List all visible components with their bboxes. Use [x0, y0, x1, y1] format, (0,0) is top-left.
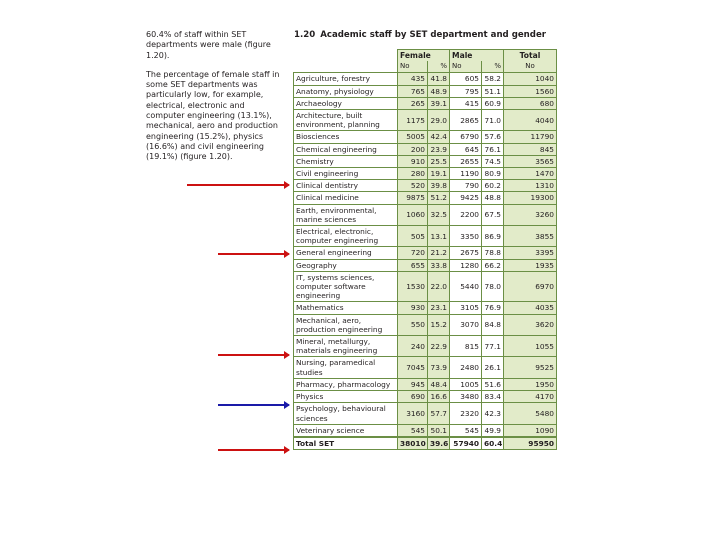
cell-f-pct: 50.1: [428, 424, 450, 437]
arrow-mechanical-engineering: [218, 354, 289, 356]
table-row: [294, 155, 557, 167]
cell-m-no: 9425: [450, 192, 482, 204]
table-row: [294, 97, 557, 109]
cell-total: 1935: [504, 259, 557, 271]
header-male: Male: [450, 50, 504, 62]
cell-m-no: 3070: [450, 314, 482, 335]
cell-name: Agriculture, forestry: [294, 73, 398, 85]
cell-m-pct: 48.8: [482, 192, 504, 204]
cell-m-pct: 76.9: [482, 302, 504, 314]
cell-total: 3395: [504, 247, 557, 259]
cell-f-pct: 39.1: [428, 97, 450, 109]
header-total: Total: [504, 50, 557, 62]
cell-name: Physics: [294, 391, 398, 403]
cell-f-pct: 73.9: [428, 357, 450, 378]
table-row: [294, 131, 557, 143]
cell-m-no: 2320: [450, 403, 482, 424]
cell-total: 19300: [504, 192, 557, 204]
cell-m-no: 2675: [450, 247, 482, 259]
cell-f-no: 9875: [398, 192, 428, 204]
subheader-total-no: No: [504, 61, 557, 73]
cell-f-pct: 13.1: [428, 226, 450, 247]
cell-f-no: 545: [398, 424, 428, 437]
cell-f-no: 945: [398, 378, 428, 390]
cell-name: Mineral, metallurgy, materials engineering: [294, 336, 398, 357]
cell-name: Electrical, electronic, computer engineering: [294, 226, 398, 247]
cell-name: IT, systems sciences, computer software engineering: [294, 271, 398, 302]
cell-f-no: 1530: [398, 271, 428, 302]
cell-f-no: 910: [398, 155, 428, 167]
cell-f-pct: 19.1: [428, 168, 450, 180]
cell-m-pct: 58.2: [482, 73, 504, 85]
cell-total: 3620: [504, 314, 557, 335]
cell-name: Anatomy, physiology: [294, 85, 398, 97]
cell-m-pct: 84.8: [482, 314, 504, 335]
total-row: [294, 437, 557, 450]
cell-m-no: 3480: [450, 391, 482, 403]
cell-name: Archaeology: [294, 97, 398, 109]
table-row: [294, 226, 557, 247]
cell-name: Mathematics: [294, 302, 398, 314]
table-row: [294, 73, 557, 85]
cell-m-no: 1005: [450, 378, 482, 390]
total-cell-f-pct: 39.6: [428, 437, 450, 450]
cell-f-pct: 29.0: [428, 110, 450, 131]
table-row: [294, 403, 557, 424]
cell-name: Architecture, built environment, planning: [294, 110, 398, 131]
cell-name: Geography: [294, 259, 398, 271]
total-cell-m-pct: 60.4: [482, 437, 504, 450]
arrow-physics: [218, 449, 289, 451]
cell-m-pct: 78.0: [482, 271, 504, 302]
cell-name: Biosciences: [294, 131, 398, 143]
cell-m-no: 545: [450, 424, 482, 437]
cell-m-pct: 67.5: [482, 204, 504, 225]
cell-name: Chemical engineering: [294, 143, 398, 155]
header-blank: [294, 50, 398, 62]
cell-m-no: 3105: [450, 302, 482, 314]
cell-m-pct: 49.9: [482, 424, 504, 437]
table-row: [294, 378, 557, 390]
cell-f-pct: 51.2: [428, 192, 450, 204]
arrow-civil-engineering: [187, 184, 289, 186]
subheader-male-no: No: [450, 61, 482, 73]
total-cell-m-no: 57940: [450, 437, 482, 450]
table-row: [294, 110, 557, 131]
cell-f-no: 930: [398, 302, 428, 314]
subheader-blank: [294, 61, 398, 73]
cell-f-pct: 22.0: [428, 271, 450, 302]
cell-f-no: 200: [398, 143, 428, 155]
cell-m-pct: 71.0: [482, 110, 504, 131]
table-row: [294, 391, 557, 403]
side-paragraph-1: 60.4% of staff within SET departments were male (figure 1.20).: [146, 30, 271, 60]
cell-f-no: 1175: [398, 110, 428, 131]
subheader-female-no: No: [398, 61, 428, 73]
cell-f-pct: 23.9: [428, 143, 450, 155]
cell-name: Psychology, behavioural sciences: [294, 403, 398, 424]
cell-total: 5480: [504, 403, 557, 424]
header-female: Female: [398, 50, 450, 62]
cell-m-no: 605: [450, 73, 482, 85]
cell-m-no: 2655: [450, 155, 482, 167]
cell-m-pct: 74.5: [482, 155, 504, 167]
cell-f-pct: 23.1: [428, 302, 450, 314]
cell-m-no: 790: [450, 180, 482, 192]
table-row: [294, 204, 557, 225]
cell-m-pct: 78.8: [482, 247, 504, 259]
cell-f-no: 655: [398, 259, 428, 271]
cell-m-pct: 51.6: [482, 378, 504, 390]
cell-f-pct: 48.9: [428, 85, 450, 97]
cell-f-no: 240: [398, 336, 428, 357]
cell-m-pct: 76.1: [482, 143, 504, 155]
cell-m-pct: 77.1: [482, 336, 504, 357]
cell-f-no: 1060: [398, 204, 428, 225]
cell-m-pct: 80.9: [482, 168, 504, 180]
table-row: [294, 424, 557, 437]
cell-total: 1560: [504, 85, 557, 97]
table-number: 1.20: [294, 30, 316, 40]
cell-f-pct: 32.5: [428, 204, 450, 225]
cell-m-no: 2865: [450, 110, 482, 131]
cell-f-pct: 39.8: [428, 180, 450, 192]
cell-total: 1055: [504, 336, 557, 357]
cell-m-pct: 60.9: [482, 97, 504, 109]
cell-f-pct: 15.2: [428, 314, 450, 335]
cell-m-pct: 26.1: [482, 357, 504, 378]
subheader-male-pct: %: [482, 61, 504, 73]
cell-m-pct: 42.3: [482, 403, 504, 424]
side-text: [146, 30, 281, 172]
table-row: [294, 247, 557, 259]
cell-f-no: 435: [398, 73, 428, 85]
cell-total: 3855: [504, 226, 557, 247]
cell-f-pct: 48.4: [428, 378, 450, 390]
staff-table: [293, 49, 557, 450]
side-paragraph-2: The percentage of female staff in some SET departments was particularly low, for example, electrical, electronic and computer engineering (13.1%), mechanical, aero and production engineering (15.2%), physics (16.6%) and civil engineering (19.1%) (figure 1.20).: [146, 69, 280, 162]
cell-m-no: 795: [450, 85, 482, 97]
cell-f-no: 3160: [398, 403, 428, 424]
cell-m-pct: 86.9: [482, 226, 504, 247]
table-row: [294, 259, 557, 271]
table-row: [294, 85, 557, 97]
cell-total: 9525: [504, 357, 557, 378]
cell-total: 3260: [504, 204, 557, 225]
cell-f-no: 720: [398, 247, 428, 259]
cell-f-pct: 42.4: [428, 131, 450, 143]
subheader-female-pct: %: [428, 61, 450, 73]
cell-m-pct: 83.4: [482, 391, 504, 403]
cell-name: Nursing, paramedical studies: [294, 357, 398, 378]
cell-total: 1310: [504, 180, 557, 192]
cell-name: Clinical dentistry: [294, 180, 398, 192]
table-row: [294, 180, 557, 192]
cell-f-no: 520: [398, 180, 428, 192]
cell-name: Chemistry: [294, 155, 398, 167]
table-row: [294, 336, 557, 357]
cell-total: 1470: [504, 168, 557, 180]
table-row: [294, 168, 557, 180]
cell-total: 1040: [504, 73, 557, 85]
cell-m-pct: 51.1: [482, 85, 504, 97]
cell-m-no: 6790: [450, 131, 482, 143]
table-row: [294, 143, 557, 155]
table-row: [294, 314, 557, 335]
cell-f-no: 765: [398, 85, 428, 97]
table-title: [294, 30, 546, 40]
total-cell-name: Total SET: [294, 437, 398, 450]
cell-name: Earth, environmental, marine sciences: [294, 204, 398, 225]
arrow-nursing: [218, 404, 289, 406]
table-row: [294, 271, 557, 302]
cell-name: Pharmacy, pharmacology: [294, 378, 398, 390]
cell-f-pct: 16.6: [428, 391, 450, 403]
table-row: [294, 302, 557, 314]
total-cell-total: 95950: [504, 437, 557, 450]
cell-total: 4170: [504, 391, 557, 403]
cell-m-no: 415: [450, 97, 482, 109]
cell-total: 1950: [504, 378, 557, 390]
cell-m-no: 1190: [450, 168, 482, 180]
cell-total: 6970: [504, 271, 557, 302]
cell-f-pct: 33.8: [428, 259, 450, 271]
cell-f-no: 7045: [398, 357, 428, 378]
cell-m-no: 2200: [450, 204, 482, 225]
cell-total: 845: [504, 143, 557, 155]
cell-m-no: 2480: [450, 357, 482, 378]
cell-f-pct: 21.2: [428, 247, 450, 259]
cell-m-no: 1280: [450, 259, 482, 271]
cell-name: Clinical medicine: [294, 192, 398, 204]
cell-total: 1090: [504, 424, 557, 437]
cell-f-no: 280: [398, 168, 428, 180]
cell-f-no: 505: [398, 226, 428, 247]
table-row: [294, 357, 557, 378]
cell-f-pct: 57.7: [428, 403, 450, 424]
cell-name: Mechanical, aero, production engineering: [294, 314, 398, 335]
cell-m-no: 3350: [450, 226, 482, 247]
cell-total: 11790: [504, 131, 557, 143]
cell-total: 4035: [504, 302, 557, 314]
cell-m-pct: 60.2: [482, 180, 504, 192]
cell-f-no: 550: [398, 314, 428, 335]
cell-f-no: 690: [398, 391, 428, 403]
cell-total: 4040: [504, 110, 557, 131]
total-cell-f-no: 38010: [398, 437, 428, 450]
cell-m-no: 645: [450, 143, 482, 155]
cell-name: General engineering: [294, 247, 398, 259]
table-title-text: Academic staff by SET department and gender: [320, 30, 547, 40]
table-row: [294, 192, 557, 204]
cell-m-no: 815: [450, 336, 482, 357]
cell-f-pct: 41.8: [428, 73, 450, 85]
cell-m-no: 5440: [450, 271, 482, 302]
arrow-electrical-engineering: [218, 253, 289, 255]
cell-m-pct: 57.6: [482, 131, 504, 143]
cell-m-pct: 66.2: [482, 259, 504, 271]
cell-total: 680: [504, 97, 557, 109]
cell-f-no: 5005: [398, 131, 428, 143]
cell-f-no: 265: [398, 97, 428, 109]
cell-total: 3565: [504, 155, 557, 167]
cell-f-pct: 25.5: [428, 155, 450, 167]
cell-name: Civil engineering: [294, 168, 398, 180]
cell-f-pct: 22.9: [428, 336, 450, 357]
cell-name: Veterinary science: [294, 424, 398, 437]
